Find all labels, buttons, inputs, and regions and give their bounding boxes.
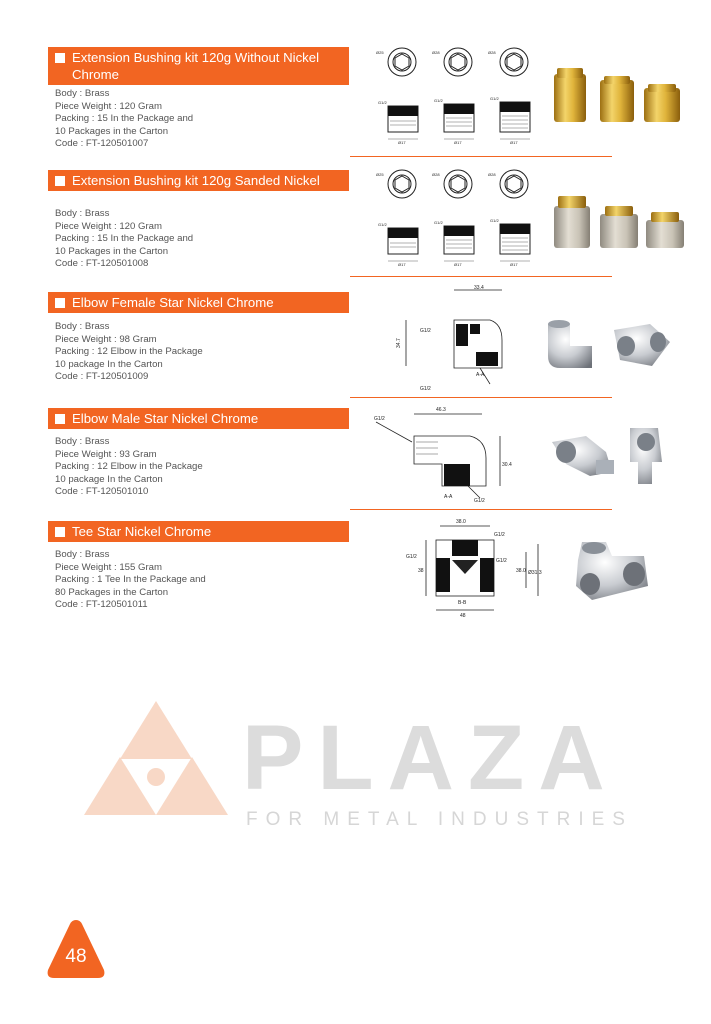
product-specs	[55, 88, 193, 151]
section-divider	[350, 397, 612, 398]
plaza-watermark-logo	[80, 695, 640, 845]
elbow-female-drawing	[390, 284, 520, 394]
product-title-text: Elbow Male Star Nickel Chrome	[72, 411, 259, 426]
spec-packing-cont: 80 Packages in the Carton	[55, 586, 169, 598]
product-title	[48, 170, 349, 191]
spec-body: Body : Brass	[55, 549, 110, 560]
checkbox-square-icon	[55, 414, 65, 424]
dim-body-2: G1/2	[434, 98, 443, 103]
spec-weight: Piece Weight : 120 Gram	[55, 100, 163, 112]
dim-ring-2: Ø28	[432, 50, 440, 55]
dim-base-1: Ø17	[398, 140, 406, 144]
dim-base-3: Ø17	[510, 262, 518, 266]
spec-weight: Piece Weight : 98 Gram	[55, 333, 157, 345]
spec-weight: Piece Weight : 93 Gram	[55, 448, 157, 460]
elbow-female-photo	[540, 316, 680, 372]
section-divider	[350, 509, 612, 510]
spec-packing-cont: 10 Packages in the Carton	[55, 125, 169, 137]
spec-packing: Packing : 1 Tee In the Package and	[55, 574, 206, 586]
dim-base-1: Ø17	[398, 262, 406, 266]
spec-body: Body : Brass	[55, 208, 110, 219]
elbow-male-drawing	[372, 402, 532, 508]
dim-thread-b: G1/2	[474, 498, 485, 504]
tee-drawing	[386, 514, 546, 618]
product-title-text: Tee Star Nickel Chrome	[72, 524, 212, 539]
dim-ring-1: Ø25	[376, 50, 384, 55]
dim-right-b: Ø31.3	[528, 570, 542, 576]
watermark-brand: PLAZA	[242, 707, 619, 809]
product-title-text: Extension Bushing kit 120g Without Nickel Chrome	[72, 50, 320, 82]
product-specs	[55, 549, 206, 612]
product-title	[48, 408, 349, 429]
dim-thread-a: G1/2	[374, 416, 385, 422]
dim-body-3: G1/2	[490, 96, 499, 101]
dim-left: 38	[418, 568, 424, 574]
dim-side: 34.7	[396, 338, 402, 348]
spec-code: Code : FT-120501008	[55, 258, 149, 270]
bushing-brass-photo	[548, 66, 688, 126]
checkbox-square-icon	[55, 53, 65, 63]
dim-body-3: G1/2	[490, 218, 499, 223]
watermark-tagline: FOR METAL INDUSTRIES	[246, 809, 633, 830]
dim-ring-3: Ø28	[488, 50, 496, 55]
product-specs	[55, 208, 193, 271]
spec-packing-cont: 10 Packages in the Carton	[55, 245, 169, 257]
spec-packing: Packing : 15 In the Package and	[55, 233, 194, 245]
spec-body: Body : Brass	[55, 436, 110, 447]
spec-packing-cont: 10 package In the Carton	[55, 358, 163, 370]
dim-top: 38.0	[456, 519, 466, 525]
dim-ring-2: Ø28	[432, 172, 440, 177]
section-divider	[350, 156, 612, 157]
spec-packing-cont: 10 package In the Carton	[55, 473, 163, 485]
dim-base-2: Ø17	[454, 140, 462, 144]
dim-ring-1: Ø25	[376, 172, 384, 177]
bushing-sanded-nickel-photo	[548, 192, 688, 252]
spec-body: Body : Brass	[55, 321, 110, 332]
spec-body: Body : Brass	[55, 88, 110, 99]
dim-body-2: G1/2	[434, 220, 443, 225]
dim-base-2: Ø17	[454, 262, 462, 266]
dim-ring-3: Ø28	[488, 172, 496, 177]
dim-body-1: G1/2	[378, 100, 387, 105]
dim-thread-b: G1/2	[494, 532, 505, 538]
dim-top: 46.3	[436, 407, 446, 413]
spec-code: Code : FT-120501010	[55, 486, 149, 498]
dim-thread-b: G1/2	[420, 386, 431, 392]
spec-weight: Piece Weight : 155 Gram	[55, 561, 163, 573]
spec-code: Code : FT-120501009	[55, 371, 149, 383]
spec-code: Code : FT-120501011	[55, 599, 148, 611]
product-title-text: Elbow Female Star Nickel Chrome	[72, 295, 274, 310]
checkbox-square-icon	[55, 527, 65, 537]
section-label: B-B	[458, 600, 467, 606]
spec-packing: Packing : 12 Elbow in the Package	[55, 346, 203, 358]
tee-photo	[572, 536, 652, 606]
dim-top: 33.4	[474, 285, 484, 291]
product-title	[48, 47, 349, 85]
section-divider	[350, 276, 612, 277]
dim-right-a: 38.0	[516, 568, 526, 574]
spec-packing: Packing : 15 In the Package and	[55, 113, 194, 125]
section-label: A-A	[444, 494, 453, 500]
spec-packing: Packing : 12 Elbow in the Package	[55, 461, 203, 473]
checkbox-square-icon	[55, 298, 65, 308]
section-label: A-A	[476, 372, 485, 378]
bushing-technical-drawing	[372, 44, 552, 144]
spec-code: Code : FT-120501007	[55, 138, 149, 150]
dim-thread-a: G1/2	[420, 328, 431, 334]
product-title-text: Extension Bushing kit 120g Sanded Nickel	[72, 173, 320, 188]
checkbox-square-icon	[55, 176, 65, 186]
product-title	[48, 292, 349, 313]
product-specs	[55, 321, 203, 384]
page-number: 48	[65, 946, 87, 967]
elbow-male-photo	[546, 422, 676, 492]
dim-thread-a: G1/2	[406, 554, 417, 560]
spec-weight: Piece Weight : 120 Gram	[55, 220, 163, 232]
dim-side: 30.4	[502, 462, 512, 468]
bushing-technical-drawing	[372, 166, 552, 266]
dim-base-3: Ø17	[510, 140, 518, 144]
product-specs	[55, 436, 203, 499]
dim-body-1: G1/2	[378, 222, 387, 227]
page-number-badge	[46, 918, 106, 980]
dim-thread-c: G1/2	[496, 558, 507, 564]
product-title	[48, 521, 349, 542]
plaza-logo-mark-icon	[84, 701, 228, 815]
dim-bottom: 48	[460, 613, 466, 618]
